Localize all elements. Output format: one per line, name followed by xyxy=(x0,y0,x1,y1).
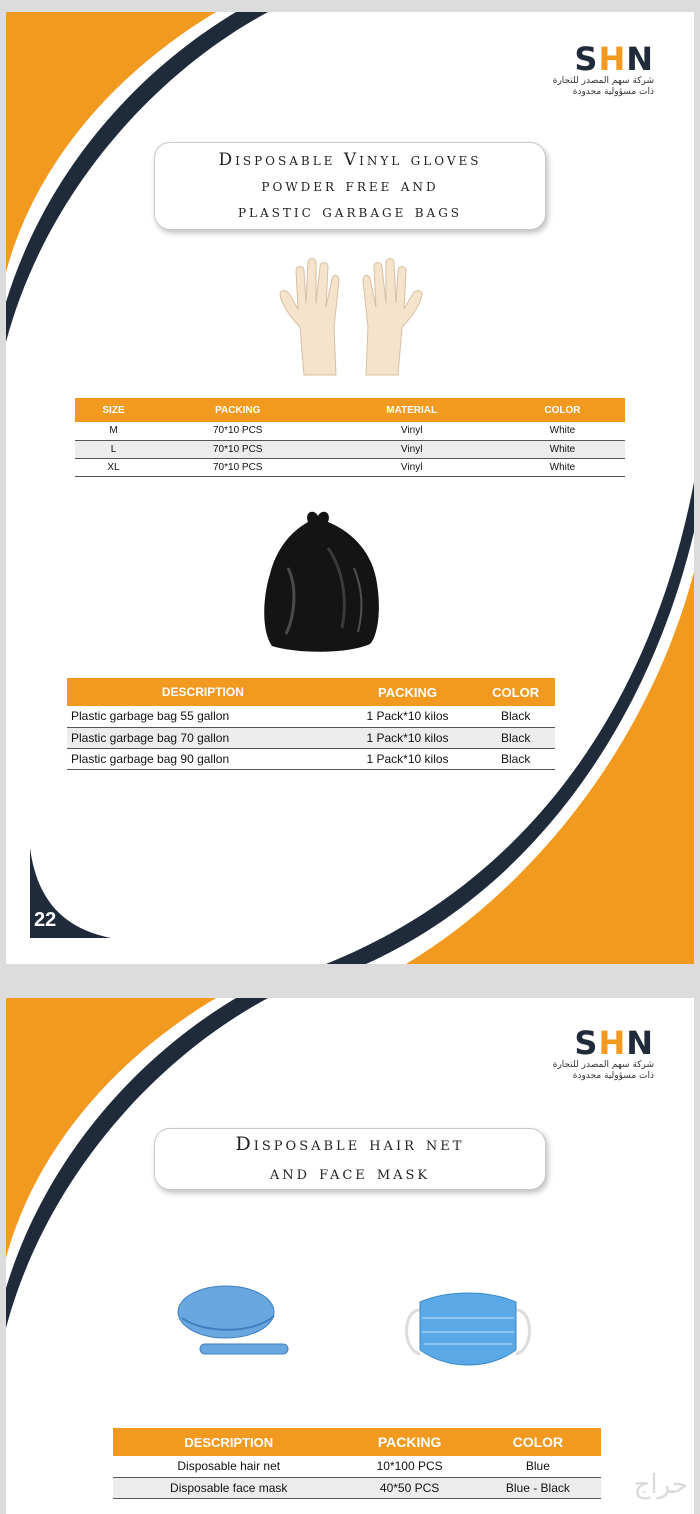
table-cell: M xyxy=(75,422,152,440)
table-row xyxy=(75,440,625,458)
table-row xyxy=(75,422,625,440)
logo-arabic-line-2: ذات مسؤولية محدودة xyxy=(572,87,654,97)
title-line: Disposable Vinyl gloves xyxy=(218,150,482,170)
table-cell: Black xyxy=(476,748,555,769)
table-cell: Plastic garbage bag 70 gallon xyxy=(67,727,339,748)
catalog-page-22 xyxy=(6,12,694,964)
company-logo xyxy=(544,1026,654,1082)
table-cell: 10*100 PCS xyxy=(344,1456,474,1477)
column-header: PACKING xyxy=(344,1428,474,1456)
logo-arabic-line-1: شركة سهم المصدر للتجارة xyxy=(552,76,654,86)
table-cell: L xyxy=(75,440,152,458)
title-line: Disposable hair net xyxy=(235,1133,465,1155)
table-cell: 40*50 PCS xyxy=(344,1477,474,1498)
title-line: and face mask xyxy=(269,1162,431,1184)
logo-arabic-line-2: ذات مسؤولية محدودة xyxy=(572,1071,654,1081)
column-header: COLOR xyxy=(475,1428,601,1456)
page-title xyxy=(219,147,482,225)
table-cell: 1 Pack*10 kilos xyxy=(339,727,477,748)
table-cell: Plastic garbage bag 55 gallon xyxy=(67,706,339,727)
page-number: 22 xyxy=(34,909,57,931)
logo-mark: SHN xyxy=(574,40,654,78)
page-title-box xyxy=(154,142,546,230)
company-logo xyxy=(544,42,654,98)
table-cell: Black xyxy=(476,727,555,748)
table-cell: White xyxy=(500,440,625,458)
table-cell: Black xyxy=(476,706,555,727)
hairnet-mask-table xyxy=(113,1428,601,1499)
table-row xyxy=(67,727,555,748)
column-header: COLOR xyxy=(500,398,625,422)
garbage-bags-table xyxy=(67,678,555,770)
column-header: PACKING xyxy=(152,398,323,422)
table-row xyxy=(113,1456,601,1477)
column-header: SIZE xyxy=(75,398,152,422)
table-cell: Plastic garbage bag 90 gallon xyxy=(67,748,339,769)
table-cell: Blue - Black xyxy=(475,1477,601,1498)
column-header: COLOR xyxy=(476,678,555,706)
page-title xyxy=(236,1130,465,1188)
table-cell: Vinyl xyxy=(323,422,499,440)
table-row xyxy=(75,458,625,476)
table-cell: 70*10 PCS xyxy=(152,440,323,458)
vinyl-gloves-image xyxy=(276,257,426,382)
table-cell: 70*10 PCS xyxy=(152,458,323,476)
table-row xyxy=(67,748,555,769)
column-header: MATERIAL xyxy=(323,398,499,422)
logo-arabic-line-1: شركة سهم المصدر للتجارة xyxy=(552,1060,654,1070)
table-cell: 70*10 PCS xyxy=(152,422,323,440)
table-cell: Vinyl xyxy=(323,458,499,476)
watermark: حراج xyxy=(633,1470,688,1500)
logo-mark: SHN xyxy=(574,1024,654,1062)
table-cell: Disposable hair net xyxy=(113,1456,344,1477)
table-cell: Blue xyxy=(475,1456,601,1477)
table-row xyxy=(113,1477,601,1498)
title-line: powder free and xyxy=(261,176,439,196)
column-header: PACKING xyxy=(339,678,477,706)
face-mask-image xyxy=(398,1280,538,1380)
table-cell: White xyxy=(500,458,625,476)
table-cell: 1 Pack*10 kilos xyxy=(339,748,477,769)
table-cell: Disposable face mask xyxy=(113,1477,344,1498)
table-row xyxy=(67,706,555,727)
gloves-spec-table xyxy=(75,398,625,477)
table-cell: XL xyxy=(75,458,152,476)
table-cell: 1 Pack*10 kilos xyxy=(339,706,477,727)
table-header-row xyxy=(113,1428,601,1456)
column-header: DESCRIPTION xyxy=(67,678,339,706)
table-cell: White xyxy=(500,422,625,440)
hair-net-image xyxy=(174,1278,294,1374)
table-header-row xyxy=(75,398,625,422)
catalog-page-23 xyxy=(6,998,694,1514)
column-header: DESCRIPTION xyxy=(113,1428,344,1456)
garbage-bag-image xyxy=(258,508,388,658)
page-title-box xyxy=(154,1128,546,1190)
title-line: plastic garbage bags xyxy=(237,202,463,222)
table-header-row xyxy=(67,678,555,706)
table-cell: Vinyl xyxy=(323,440,499,458)
